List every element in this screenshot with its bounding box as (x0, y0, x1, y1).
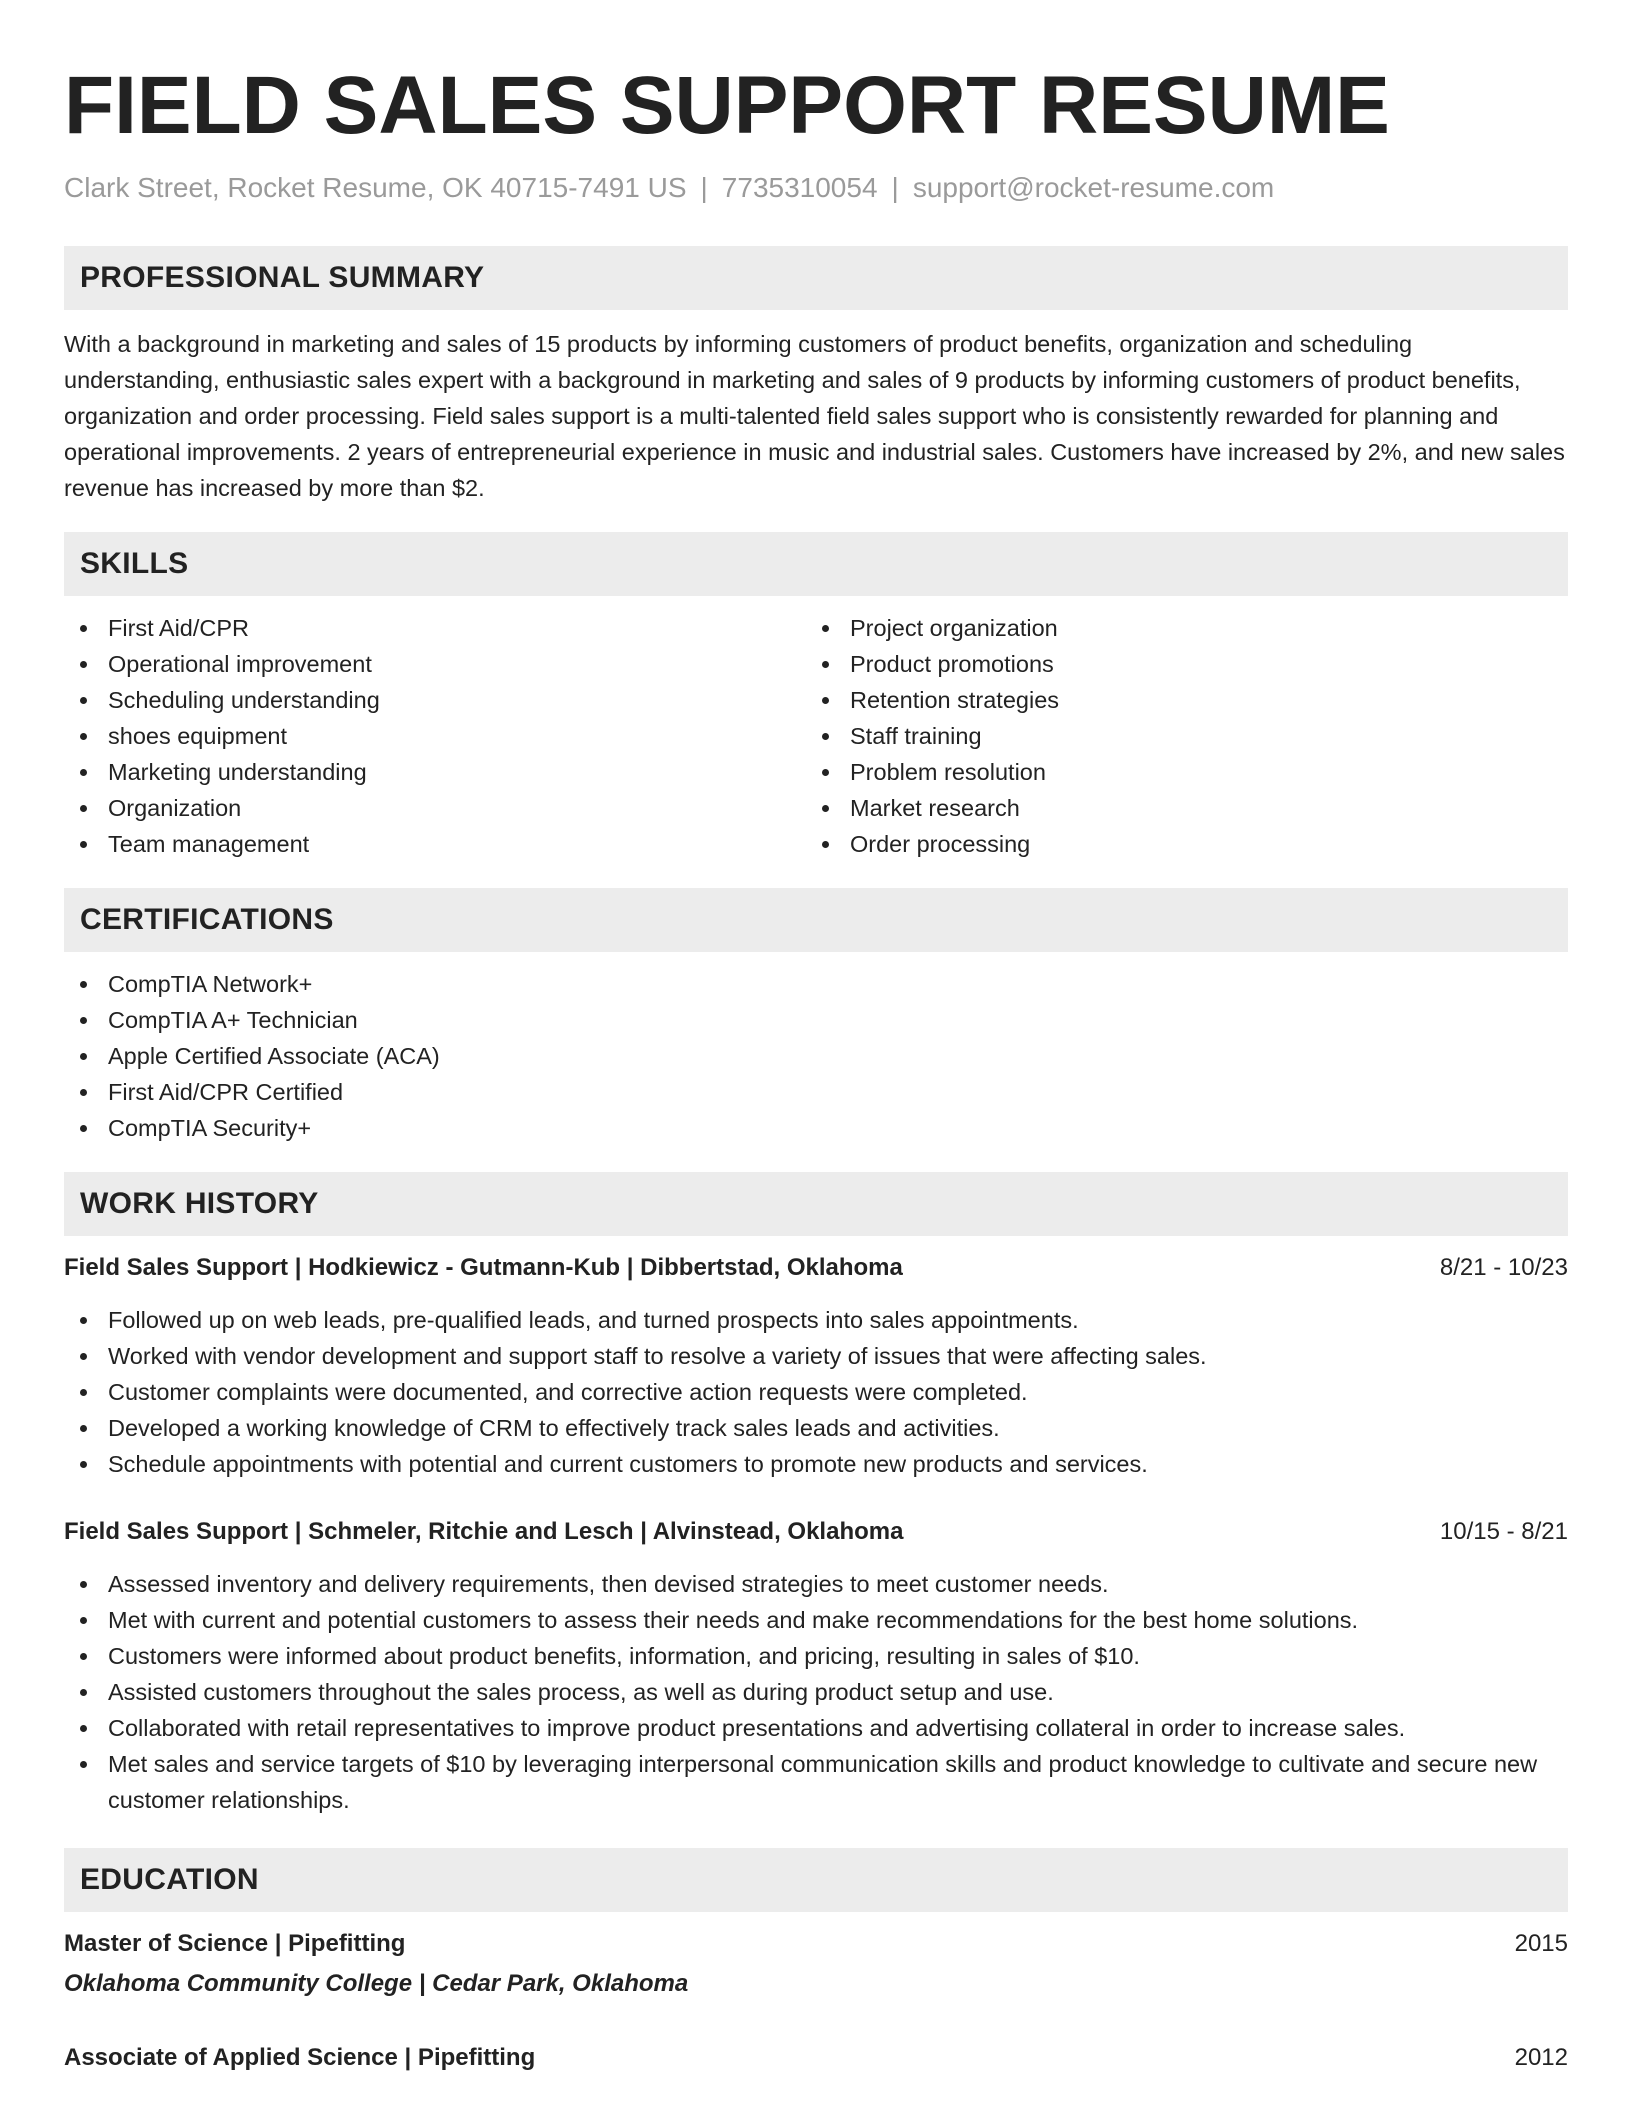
education-degree: Associate of Applied Science | Pipefitting (64, 2044, 536, 2071)
job-bullet: Met with current and potential customers to assess their needs and make recommendations for the best home solutions. (64, 1602, 1568, 1638)
contact-address: Clark Street, Rocket Resume, OK 40715-7491 US (64, 172, 687, 203)
job-bullets (64, 1302, 1568, 1482)
job-bullet: Assisted customers throughout the sales process, as well as during product setup and use. (64, 1674, 1568, 1710)
skill-item: Marketing understanding (64, 754, 806, 790)
skill-item: Scheduling understanding (64, 682, 806, 718)
skill-item: Organization (64, 790, 806, 826)
skill-item: Market research (806, 790, 1548, 826)
resume-title: FIELD SALES SUPPORT RESUME (64, 60, 1390, 151)
contact-separator: | (700, 172, 708, 203)
job-title: Field Sales Support | Hodkiewicz - Gutmann-Kub | Dibbertstad, Oklahoma (64, 1254, 903, 1281)
work-history-heading: WORK HISTORY (64, 1172, 1568, 1236)
job-bullet: Met sales and service targets of $10 by leveraging interpersonal communication skills and product knowledge to cultivate and secure new customer relationships. (64, 1746, 1568, 1818)
job-header (64, 1514, 1568, 1550)
skills-column-left (64, 610, 806, 862)
skill-item: shoes equipment (64, 718, 806, 754)
skills-column-right (806, 610, 1548, 862)
contact-line (64, 170, 1568, 206)
contact-phone: 7735310054 (721, 172, 878, 203)
certifications-heading: CERTIFICATIONS (64, 888, 1568, 952)
summary-text: With a background in marketing and sales of 15 products by informing customers of product benefits, organization and scheduling understanding, enthusiastic sales expert with a background in marketing and sales of 9 products by informing customers of product benefits, organization and order processing. Field sales support is a multi-talented field sales support who is consistently rewarded for planning and operational improvements. 2 years of entrepreneurial experience in music and industrial sales. Customers have increased by 2%, and new sales revenue has increased by more than $2. (64, 331, 1565, 501)
job-bullet: Developed a working knowledge of CRM to effectively track sales leads and activities. (64, 1410, 1568, 1446)
skill-item: Order processing (806, 826, 1548, 862)
contact-separator: | (891, 172, 899, 203)
education-school: Oklahoma Community College | Cedar Park, Oklahoma (64, 1970, 689, 1997)
job-dates: 10/15 - 8/21 (1439, 1518, 1568, 1545)
job-header (64, 1250, 1568, 1286)
education-year: 2015 (1514, 1930, 1568, 1957)
job-title: Field Sales Support | Schmeler, Ritchie and Lesch | Alvinstead, Oklahoma (64, 1518, 904, 1545)
job-dates: 8/21 - 10/23 (1439, 1254, 1568, 1281)
job-bullet: Customers were informed about product benefits, information, and pricing, resulting in sales of $10. (64, 1638, 1568, 1674)
certification-item: First Aid/CPR Certified (64, 1074, 1568, 1110)
skill-item: Problem resolution (806, 754, 1548, 790)
job-bullet: Schedule appointments with potential and current customers to promote new products and services. (64, 1446, 1568, 1482)
job-bullet: Customer complaints were documented, and corrective action requests were completed. (64, 1374, 1568, 1410)
certification-item: Apple Certified Associate (ACA) (64, 1038, 1568, 1074)
certification-item: CompTIA A+ Technician (64, 1002, 1568, 1038)
education-heading: EDUCATION (64, 1848, 1568, 1912)
skill-item: Project organization (806, 610, 1548, 646)
education-year: 2012 (1514, 2044, 1568, 2071)
skills-heading: SKILLS (64, 532, 1568, 596)
skill-item: Operational improvement (64, 646, 806, 682)
job-bullet: Assessed inventory and delivery requirements, then devised strategies to meet customer needs. (64, 1566, 1568, 1602)
education-header (64, 2040, 1568, 2076)
skill-item: Product promotions (806, 646, 1548, 682)
skill-item: Retention strategies (806, 682, 1548, 718)
job-bullet: Followed up on web leads, pre-qualified leads, and turned prospects into sales appointments. (64, 1302, 1568, 1338)
skill-item: Team management (64, 826, 806, 862)
summary-heading: PROFESSIONAL SUMMARY (64, 246, 1568, 310)
skills-list (64, 596, 1568, 862)
job-bullet: Worked with vendor development and support staff to resolve a variety of issues that were affecting sales. (64, 1338, 1568, 1374)
job-bullets (64, 1566, 1568, 1818)
certification-item: CompTIA Security+ (64, 1110, 1568, 1146)
education-degree: Master of Science | Pipefitting (64, 1930, 406, 1957)
skill-item: Staff training (806, 718, 1548, 754)
education-header (64, 1926, 1568, 1962)
skill-item: First Aid/CPR (64, 610, 806, 646)
certification-item: CompTIA Network+ (64, 966, 1568, 1002)
certifications-list (64, 966, 1568, 1146)
contact-email: support@rocket-resume.com (912, 172, 1275, 203)
job-bullet: Collaborated with retail representatives to improve product presentations and advertising collateral in order to increase sales. (64, 1710, 1568, 1746)
